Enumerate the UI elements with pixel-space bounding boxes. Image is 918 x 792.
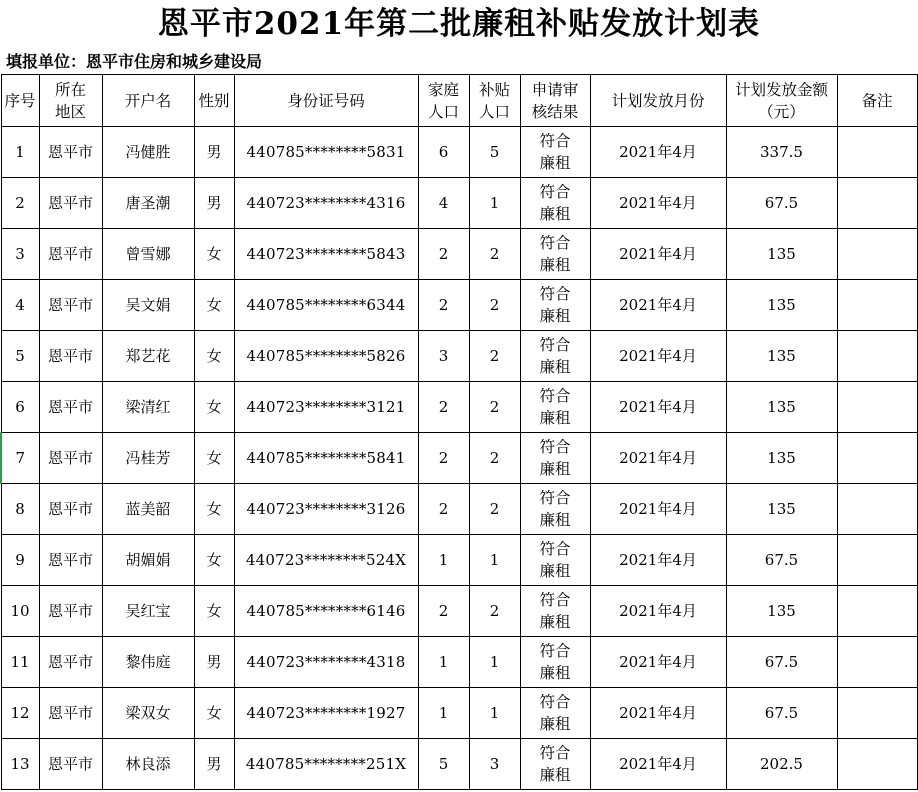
- header-area-line1: 所在: [54, 80, 86, 99]
- cell-remark: [837, 382, 917, 433]
- cell-id-number: 440785********5826: [234, 331, 418, 382]
- review-line2: 廉租: [539, 613, 571, 631]
- review-line1: 符合: [539, 438, 571, 456]
- review-line1: 符合: [539, 387, 571, 405]
- review-line1: 符合: [539, 642, 571, 660]
- cell-review-result: [520, 433, 590, 484]
- cell-gender: 女: [194, 586, 234, 637]
- cell-remark: [837, 739, 917, 790]
- review-line2: 廉租: [539, 307, 571, 325]
- header-id: 身份证号码: [234, 75, 418, 127]
- header-amount-line2: （元）: [758, 102, 805, 121]
- header-seq: 序号: [1, 75, 39, 127]
- cell-gender: 男: [194, 178, 234, 229]
- cell-area: 恩平市: [39, 739, 102, 790]
- cell-month: 2021年4月: [590, 484, 726, 535]
- cell-amount: 135: [726, 331, 837, 382]
- cell-name: 冯桂芳: [102, 433, 194, 484]
- cell-seq: 2: [1, 178, 39, 229]
- cell-seq: 4: [1, 280, 39, 331]
- cell-family-size: 2: [418, 229, 469, 280]
- cell-review-result: [520, 637, 590, 688]
- header-review-line1: 申请审: [531, 80, 579, 99]
- cell-area: 恩平市: [39, 586, 102, 637]
- cell-id-number: 440723********5843: [234, 229, 418, 280]
- cell-id-number: 440723********3126: [234, 484, 418, 535]
- table-row: [1, 586, 917, 637]
- header-review-line2: 核结果: [531, 102, 579, 121]
- cell-month: 2021年4月: [590, 637, 726, 688]
- cell-area: 恩平市: [39, 535, 102, 586]
- subsidy-plan-table: [0, 74, 918, 790]
- cell-family-size: 1: [418, 637, 469, 688]
- review-line2: 廉租: [539, 256, 571, 274]
- cell-amount: 135: [726, 484, 837, 535]
- cell-subsidy-size: 1: [469, 178, 520, 229]
- cell-seq: 10: [1, 586, 39, 637]
- cell-subsidy-size: 5: [469, 127, 520, 178]
- cell-family-size: 6: [418, 127, 469, 178]
- cell-family-size: 2: [418, 586, 469, 637]
- cell-amount: 202.5: [726, 739, 837, 790]
- header-subsidy-line2: 人口: [478, 102, 510, 121]
- table-row: [1, 127, 917, 178]
- cell-subsidy-size: 2: [469, 484, 520, 535]
- cell-family-size: 3: [418, 331, 469, 382]
- cell-gender: 男: [194, 127, 234, 178]
- cell-amount: 67.5: [726, 637, 837, 688]
- cell-id-number: 440723********1927: [234, 688, 418, 739]
- cell-gender: 女: [194, 688, 234, 739]
- cell-seq: 7: [1, 433, 39, 484]
- cell-review-result: [520, 382, 590, 433]
- review-line1: 符合: [539, 591, 571, 609]
- review-line2: 廉租: [539, 715, 571, 733]
- header-review: [520, 75, 590, 127]
- cell-name: 蓝美韶: [102, 484, 194, 535]
- review-line2: 廉租: [539, 766, 571, 784]
- cell-remark: [837, 433, 917, 484]
- cell-name: 林良添: [102, 739, 194, 790]
- header-name: 开户名: [102, 75, 194, 127]
- cell-subsidy-size: 3: [469, 739, 520, 790]
- cell-remark: [837, 535, 917, 586]
- table-row: [1, 688, 917, 739]
- cell-subsidy-size: 2: [469, 433, 520, 484]
- review-line2: 廉租: [539, 460, 571, 478]
- cell-name: 黎伟庭: [102, 637, 194, 688]
- cell-name: 吴红宝: [102, 586, 194, 637]
- review-line1: 符合: [539, 336, 571, 354]
- cell-gender: 女: [194, 229, 234, 280]
- header-family: [418, 75, 469, 127]
- table-row: [1, 739, 917, 790]
- cell-review-result: [520, 127, 590, 178]
- cell-amount: 135: [726, 433, 837, 484]
- cell-seq: 6: [1, 382, 39, 433]
- cell-month: 2021年4月: [590, 229, 726, 280]
- cell-subsidy-size: 2: [469, 586, 520, 637]
- cell-review-result: [520, 331, 590, 382]
- cell-remark: [837, 637, 917, 688]
- table-row: [1, 331, 917, 382]
- cell-amount: 67.5: [726, 178, 837, 229]
- cell-remark: [837, 586, 917, 637]
- review-line1: 符合: [539, 183, 571, 201]
- cell-id-number: 440723********4318: [234, 637, 418, 688]
- cell-gender: 男: [194, 739, 234, 790]
- header-subsidy-line1: 补贴: [478, 80, 510, 99]
- cell-seq: 1: [1, 127, 39, 178]
- cell-area: 恩平市: [39, 688, 102, 739]
- cell-id-number: 440785********6146: [234, 586, 418, 637]
- cell-subsidy-size: 1: [469, 637, 520, 688]
- reporting-unit-label: 填报单位：恩平市住房和城乡建设局: [6, 52, 263, 71]
- cell-id-number: 440785********5841: [234, 433, 418, 484]
- cell-month: 2021年4月: [590, 127, 726, 178]
- cell-month: 2021年4月: [590, 280, 726, 331]
- table-row: [1, 280, 917, 331]
- review-line2: 廉租: [539, 409, 571, 427]
- cell-id-number: 440785********5831: [234, 127, 418, 178]
- cell-id-number: 440785********6344: [234, 280, 418, 331]
- review-line2: 廉租: [539, 358, 571, 376]
- cell-area: 恩平市: [39, 433, 102, 484]
- cell-remark: [837, 331, 917, 382]
- header-amount: [726, 75, 837, 127]
- cell-family-size: 2: [418, 382, 469, 433]
- cell-id-number: 440723********4316: [234, 178, 418, 229]
- cell-family-size: 2: [418, 433, 469, 484]
- cell-name: 冯健胜: [102, 127, 194, 178]
- cell-month: 2021年4月: [590, 433, 726, 484]
- cell-amount: 67.5: [726, 535, 837, 586]
- cell-id-number: 440723********3121: [234, 382, 418, 433]
- header-gender: 性别: [194, 75, 234, 127]
- review-line1: 符合: [539, 744, 571, 762]
- cell-month: 2021年4月: [590, 178, 726, 229]
- cell-month: 2021年4月: [590, 739, 726, 790]
- cell-remark: [837, 280, 917, 331]
- header-family-line2: 人口: [427, 102, 459, 121]
- document-title: 恩平市2021年第二批廉租补贴发放计划表: [157, 6, 761, 42]
- review-line1: 符合: [539, 540, 571, 558]
- cell-review-result: [520, 484, 590, 535]
- review-line2: 廉租: [539, 205, 571, 223]
- cell-review-result: [520, 535, 590, 586]
- cell-seq: 13: [1, 739, 39, 790]
- cell-name: 唐圣潮: [102, 178, 194, 229]
- cell-subsidy-size: 1: [469, 688, 520, 739]
- cell-remark: [837, 484, 917, 535]
- cell-name: 吴文娟: [102, 280, 194, 331]
- review-line1: 符合: [539, 234, 571, 252]
- cell-seq: 3: [1, 229, 39, 280]
- review-line1: 符合: [539, 132, 571, 150]
- cell-remark: [837, 178, 917, 229]
- cell-name: 郑艺花: [102, 331, 194, 382]
- cell-review-result: [520, 178, 590, 229]
- cell-name: 曾雪娜: [102, 229, 194, 280]
- cell-month: 2021年4月: [590, 535, 726, 586]
- cell-amount: 135: [726, 280, 837, 331]
- cell-seq: 8: [1, 484, 39, 535]
- cell-family-size: 1: [418, 688, 469, 739]
- cell-gender: 男: [194, 637, 234, 688]
- cell-family-size: 2: [418, 484, 469, 535]
- header-month: 计划发放月份: [590, 75, 726, 127]
- cell-amount: 67.5: [726, 688, 837, 739]
- cell-remark: [837, 127, 917, 178]
- cell-review-result: [520, 688, 590, 739]
- cell-name: 胡媚娟: [102, 535, 194, 586]
- cell-gender: 女: [194, 433, 234, 484]
- cell-subsidy-size: 2: [469, 280, 520, 331]
- cell-family-size: 2: [418, 280, 469, 331]
- cell-gender: 女: [194, 382, 234, 433]
- cell-area: 恩平市: [39, 280, 102, 331]
- cell-family-size: 5: [418, 739, 469, 790]
- cell-gender: 女: [194, 535, 234, 586]
- cell-amount: 135: [726, 382, 837, 433]
- cell-review-result: [520, 586, 590, 637]
- cell-id-number: 440785********251X: [234, 739, 418, 790]
- table-row: [1, 637, 917, 688]
- header-amount-line1: 计划发放金额: [734, 80, 828, 99]
- table-row: [1, 433, 917, 484]
- header-subsidy: [469, 75, 520, 127]
- cell-area: 恩平市: [39, 484, 102, 535]
- table-row: [1, 382, 917, 433]
- cell-month: 2021年4月: [590, 586, 726, 637]
- cell-area: 恩平市: [39, 637, 102, 688]
- cell-remark: [837, 688, 917, 739]
- cell-area: 恩平市: [39, 127, 102, 178]
- cell-subsidy-size: 2: [469, 331, 520, 382]
- cell-gender: 女: [194, 484, 234, 535]
- review-line1: 符合: [539, 693, 571, 711]
- header-family-line1: 家庭: [427, 80, 459, 99]
- review-line2: 廉租: [539, 562, 571, 580]
- cell-area: 恩平市: [39, 382, 102, 433]
- cell-month: 2021年4月: [590, 382, 726, 433]
- review-line1: 符合: [539, 489, 571, 507]
- header-area: [39, 75, 102, 127]
- cell-subsidy-size: 2: [469, 229, 520, 280]
- table-row: [1, 535, 917, 586]
- cell-seq: 12: [1, 688, 39, 739]
- cell-seq: 11: [1, 637, 39, 688]
- cell-name: 梁清红: [102, 382, 194, 433]
- cell-area: 恩平市: [39, 229, 102, 280]
- table-row: [1, 229, 917, 280]
- table-row: [1, 484, 917, 535]
- table-row: [1, 178, 917, 229]
- review-line2: 廉租: [539, 664, 571, 682]
- header-remark: 备注: [837, 75, 917, 127]
- cell-month: 2021年4月: [590, 331, 726, 382]
- cell-subsidy-size: 2: [469, 382, 520, 433]
- cell-area: 恩平市: [39, 331, 102, 382]
- cell-amount: 135: [726, 229, 837, 280]
- cell-month: 2021年4月: [590, 688, 726, 739]
- header-row: [1, 75, 917, 127]
- cell-area: 恩平市: [39, 178, 102, 229]
- header-area-line2: 地区: [54, 102, 86, 121]
- cell-review-result: [520, 229, 590, 280]
- cell-family-size: 4: [418, 178, 469, 229]
- cell-remark: [837, 229, 917, 280]
- cell-seq: 9: [1, 535, 39, 586]
- review-line1: 符合: [539, 285, 571, 303]
- cell-review-result: [520, 280, 590, 331]
- cell-review-result: [520, 739, 590, 790]
- review-line2: 廉租: [539, 154, 571, 172]
- cell-family-size: 1: [418, 535, 469, 586]
- cell-gender: 女: [194, 331, 234, 382]
- review-line2: 廉租: [539, 511, 571, 529]
- cell-gender: 女: [194, 280, 234, 331]
- cell-subsidy-size: 1: [469, 535, 520, 586]
- cell-amount: 135: [726, 586, 837, 637]
- cell-id-number: 440723********524X: [234, 535, 418, 586]
- cell-name: 梁双女: [102, 688, 194, 739]
- cell-seq: 5: [1, 331, 39, 382]
- cell-amount: 337.5: [726, 127, 837, 178]
